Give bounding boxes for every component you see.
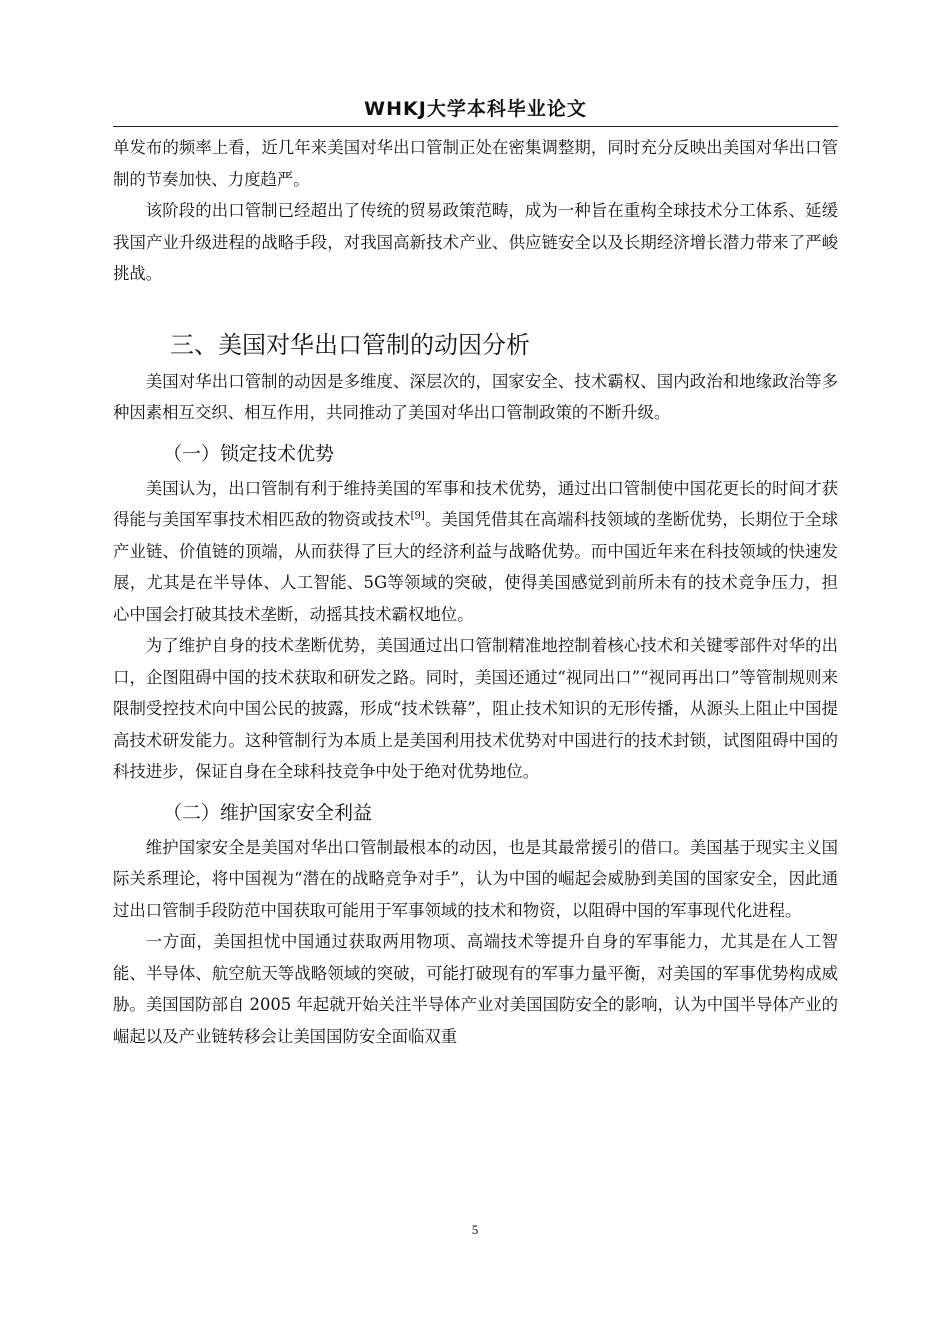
document-body: [113, 132, 838, 1052]
header-rule: [113, 126, 838, 127]
subsection-heading: （二）维护国家安全利益: [163, 801, 373, 824]
paragraph-text: 。美国凭借其在高端科技领域的垄断优势，长期位于全球产业链、价值链的顶端，从而获得了巨大的经济利益与战略优势。而中国近年来在科技领域的快速发展，尤其是在半导体、人工智能、5G等领域的突破，使得美国感觉到前所未有的技术竞争压力，担心中国会打破其技术垄断，动摇其技术霸权地位。: [113, 510, 839, 624]
section-heading: 三、美国对华出口管制的动因分析: [170, 330, 530, 359]
running-header: WHKJ大学本科毕业论文: [364, 98, 587, 120]
citation-ref: [9]: [410, 510, 425, 522]
subsection-heading: （一）锁定技术优势: [163, 442, 335, 465]
paragraph: 为了维护自身的技术垄断优势，美国通过出口管制精准地控制着核心技术和关键零部件对华的出口，企图阻碍中国的技术获取和研发之路。同时，美国还通过“视同出口”“视同再出口”等管制规则来限制受控技术向中国公民的披露，形成“技术铁幕”，阻止技术知识的无形传播，从源头上阻止中国提高技术研发能力。这种管制行为本质上是美国利用技术优势对中国进行的技术封锁，试图阻碍中国的科技进步，保证自身在全球科技竞争中处于绝对优势地位。: [113, 636, 838, 781]
paragraph: 一方面，美国担忧中国通过获取两用物项、高端技术等提升自身的军事能力，尤其是在人工智能、半导体、航空航天等战略领域的突破，可能打破现有的军事力量平衡，对美国的军事优势构成威胁。美国国防部自 2005 年起就开始关注半导体产业对美国国防安全的影响，认为中国半导体产业的崛起以及产业链转移会让美国国防安全面临双重: [113, 932, 838, 1046]
paragraph: 美国对华出口管制的动因是多维度、深层次的，国家安全、技术霸权、国内政治和地缘政治等多种因素相互交织、相互作用，共同推动了美国对华出口管制政策的不断升级。: [113, 371, 838, 422]
page-number: 5: [471, 1222, 479, 1237]
paragraph: 维护国家安全是美国对华出口管制最根本的动因，也是其最常援引的借口。美国基于现实主义国际关系理论，将中国视为“潜在的战略竞争对手”，认为中国的崛起会威胁到美国的国家安全，因此通过出口管制手段防范中国获取可能用于军事领域的技术和物资，以阻碍中国的军事现代化进程。: [113, 837, 838, 920]
paragraph: [113, 473, 838, 631]
paragraph: 单发布的频率上看，近几年来美国对华出口管制正处在密集调整期，同时充分反映出美国对华出口管制的节奏加快、力度趋严。: [113, 138, 838, 189]
paragraph: 该阶段的出口管制已经超出了传统的贸易政策范畴，成为一种旨在重构全球技术分工体系、延缓我国产业升级进程的战略手段，对我国高新技术产业、供应链安全以及长期经济增长潜力带来了严峻挑战。: [113, 201, 838, 283]
paragraph-text: 美国认为，出口管制有利于维持美国的军事和技术优势，通过出口管制使中国花更长的时间才获得能与美国军事技术相匹敌的物资或技术: [113, 478, 838, 529]
